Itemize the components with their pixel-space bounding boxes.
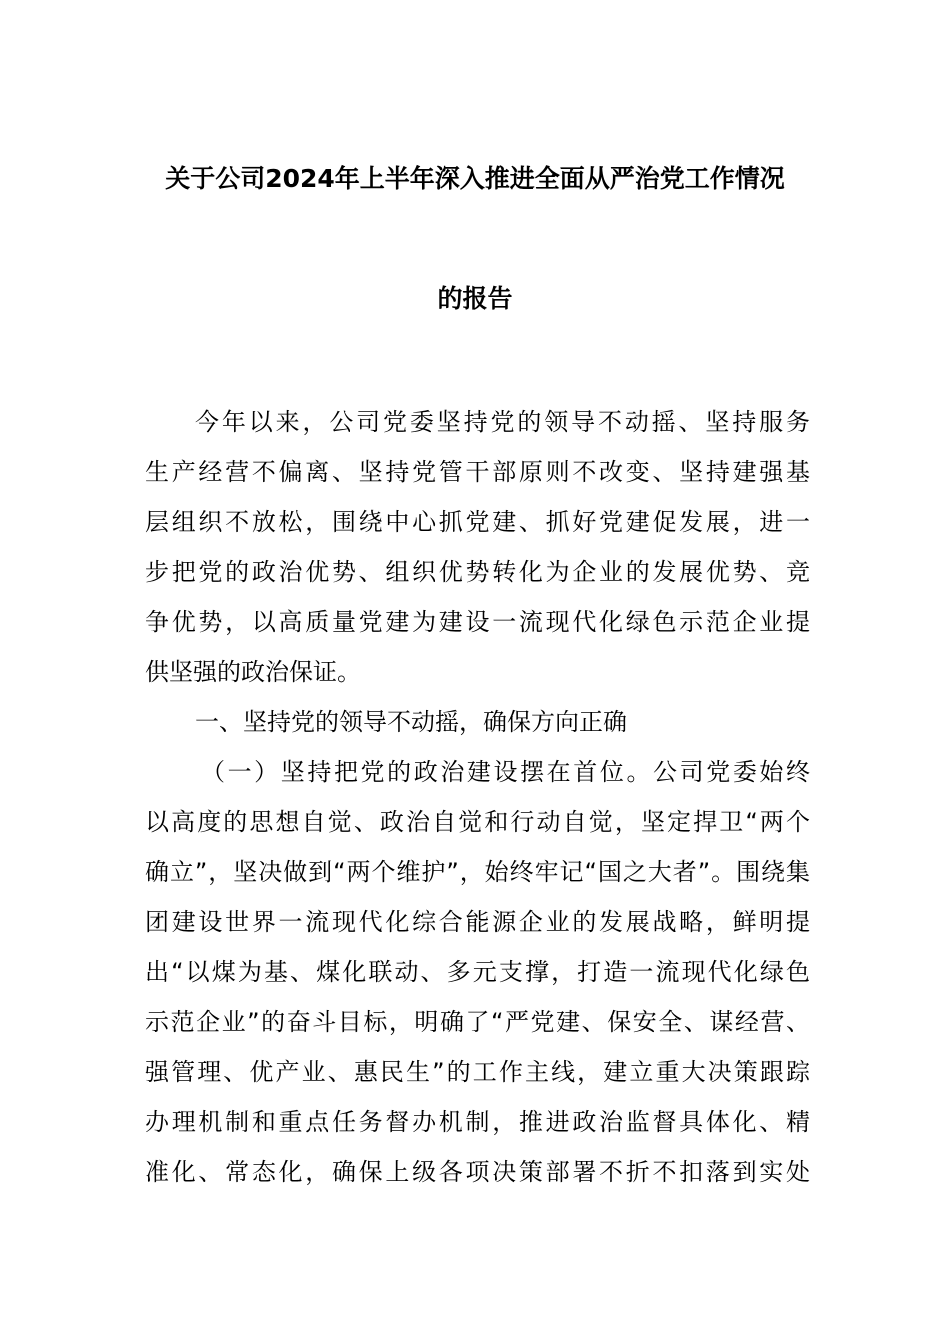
paragraph-line: 办理机制和重点任务督办机制，推进政治监督具体化、精 <box>145 1108 810 1136</box>
paragraph-line: 强管理、优产业、惠民生”的工作主线，建立重大决策跟踪 <box>145 1058 810 1086</box>
subsection-line: （一）坚持把党的政治建设摆在首位。公司党委始终 <box>201 758 810 786</box>
document-title-line-1: 关于公司2024年上半年深入推进全面从严治党工作情况 <box>165 164 785 193</box>
paragraph-line: 出“以煤为基、煤化联动、多元支撑，打造一流现代化绿色 <box>145 958 810 986</box>
paragraph-line: 生产经营不偏离、坚持党管干部原则不改变、坚持建强基 <box>145 458 810 486</box>
paragraph-line: 供坚强的政治保证。 <box>145 658 361 686</box>
paragraph-line: 示范企业”的奋斗目标，明确了“严党建、保安全、谋经营、 <box>145 1008 810 1036</box>
section-heading: 一、坚持党的领导不动摇，确保方向正确 <box>195 708 627 736</box>
paragraph-line: 争优势，以高质量党建为建设一流现代化绿色示范企业提 <box>145 608 810 636</box>
paragraph-line: 以高度的思想自觉、政治自觉和行动自觉，坚定捍卫“两个 <box>145 808 810 836</box>
paragraph-line: 步把党的政治优势、组织优势转化为企业的发展优势、竞 <box>145 558 810 586</box>
document-body <box>145 404 810 1204</box>
paragraph-line: 确立”，坚决做到“两个维护”，始终牢记“国之大者”。围绕集 <box>145 858 810 886</box>
paragraph-line: 层组织不放松，围绕中心抓党建、抓好党建促发展，进一 <box>145 508 810 536</box>
paragraph-line: 准化、常态化，确保上级各项决策部署不折不扣落到实处 <box>145 1158 810 1186</box>
paragraph-line: 团建设世界一流现代化综合能源企业的发展战略，鲜明提 <box>145 908 810 936</box>
document-title-line-2: 的报告 <box>437 284 513 313</box>
paragraph-line: 今年以来，公司党委坚持党的领导不动摇、坚持服务 <box>195 408 810 436</box>
